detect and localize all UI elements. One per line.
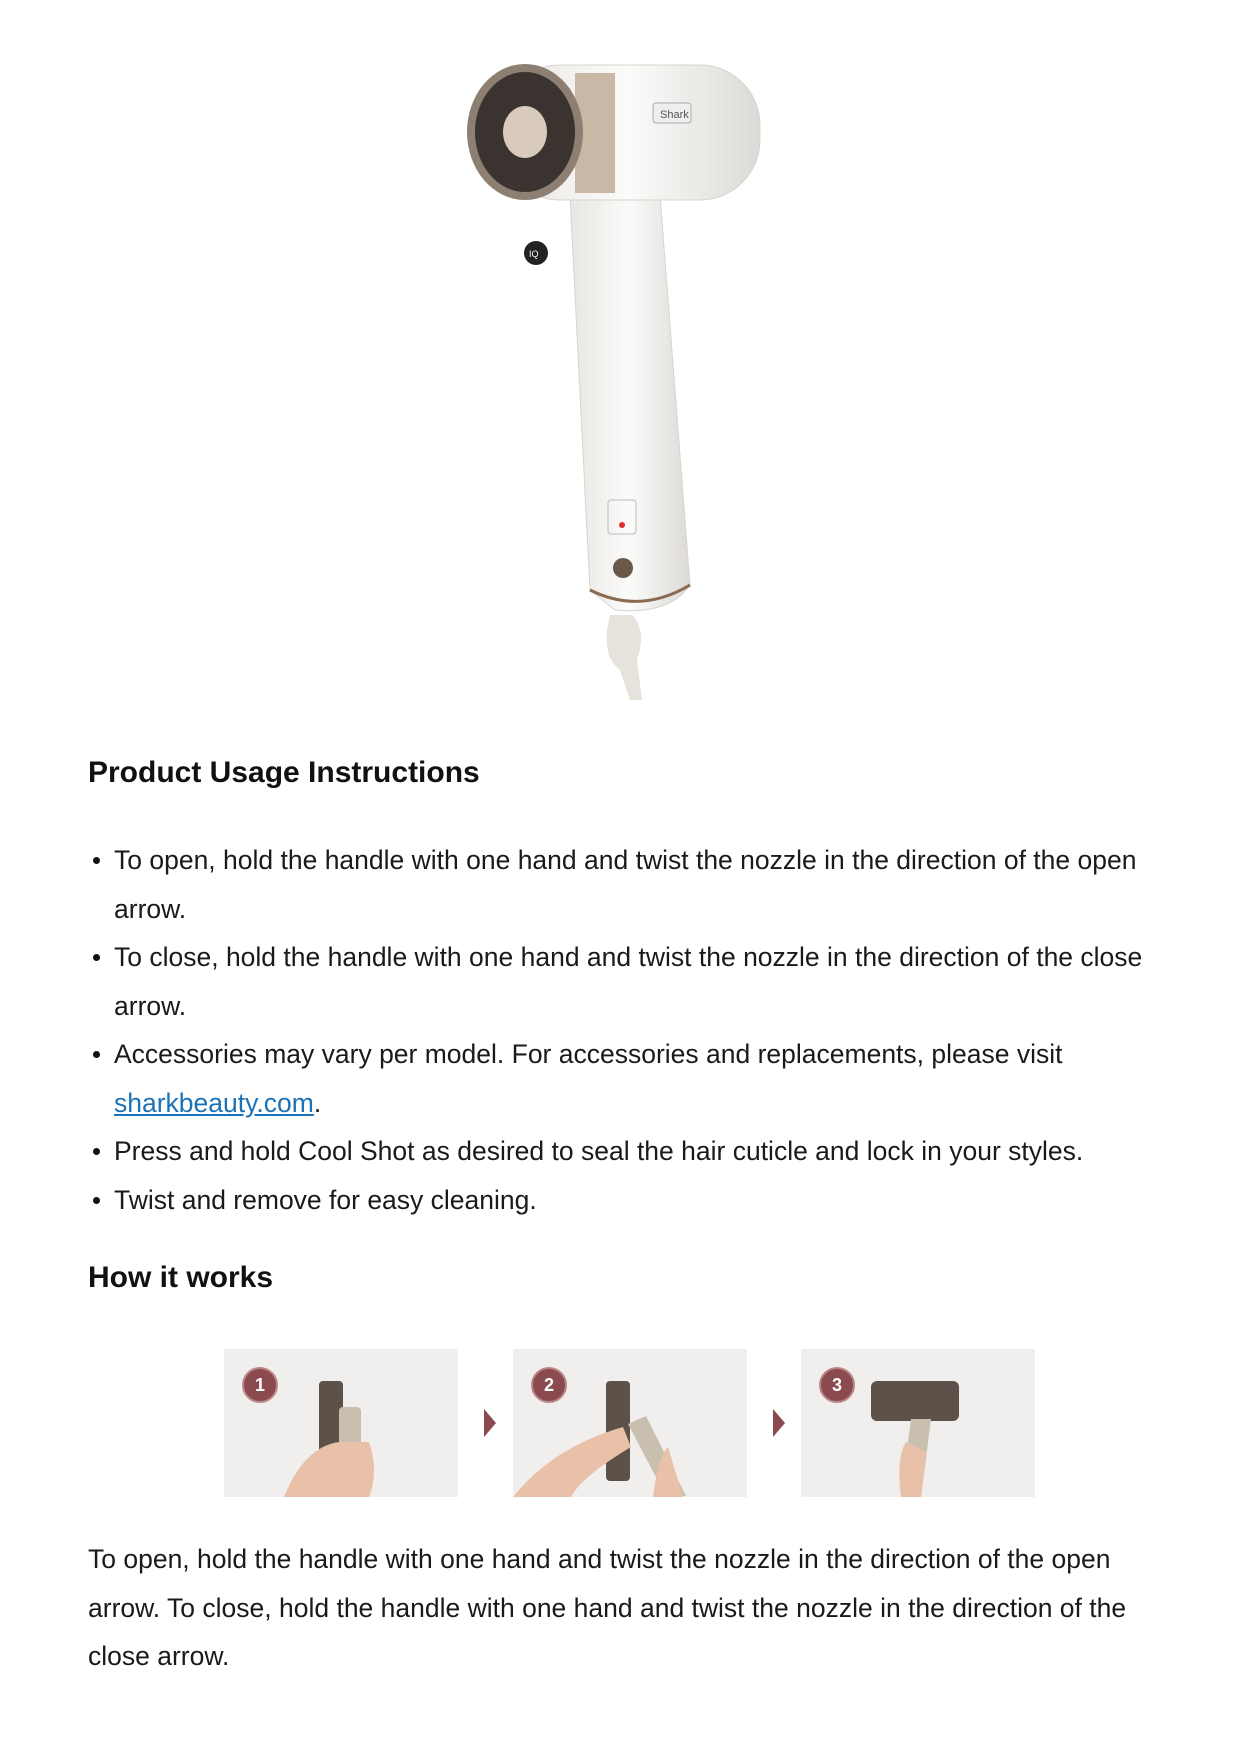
list-item: Twist and remove for easy cleaning.	[88, 1176, 1148, 1225]
list-item-text: Accessories may vary per model. For accessories and replacements, please visit	[114, 1039, 1063, 1069]
usage-heading: Product Usage Instructions	[88, 756, 480, 789]
how-it-works-heading: How it works	[88, 1261, 274, 1294]
step-1-image	[224, 1349, 458, 1497]
sharkbeauty-link[interactable]: sharkbeauty.com	[114, 1087, 314, 1118]
step-number-badge: 1	[242, 1367, 278, 1403]
list-item: To open, hold the handle with one hand and twist the nozzle in the direction of the open arrow.	[88, 836, 1148, 933]
svg-text:IQ: IQ	[529, 249, 539, 259]
usage-list	[88, 836, 1148, 1224]
svg-text:Shark: Shark	[660, 109, 689, 121]
arrow-right-icon	[773, 1409, 785, 1437]
step-number-badge: 2	[531, 1367, 567, 1403]
list-item: Press and hold Cool Shot as desired to seal the hair cuticle and lock in your styles.	[88, 1127, 1148, 1176]
hair-dryer-image	[440, 55, 820, 705]
step-3-image	[801, 1349, 1035, 1497]
step-number-badge: 3	[819, 1367, 855, 1403]
link-suffix: .	[313, 1087, 322, 1118]
how-it-works-steps	[0, 1349, 1240, 1499]
how-it-works-description: To open, hold the handle with one hand and twist the nozzle in the direction of the open arrow. To close, hold the handle with one hand and twist the nozzle in the direction of the close arrow.	[88, 1544, 1127, 1671]
list-item: To close, hold the handle with one hand and twist the nozzle in the direction of the close arrow.	[88, 933, 1148, 1030]
arrow-right-icon	[484, 1409, 496, 1437]
step-2-image	[513, 1349, 747, 1497]
list-item	[88, 1030, 1148, 1127]
